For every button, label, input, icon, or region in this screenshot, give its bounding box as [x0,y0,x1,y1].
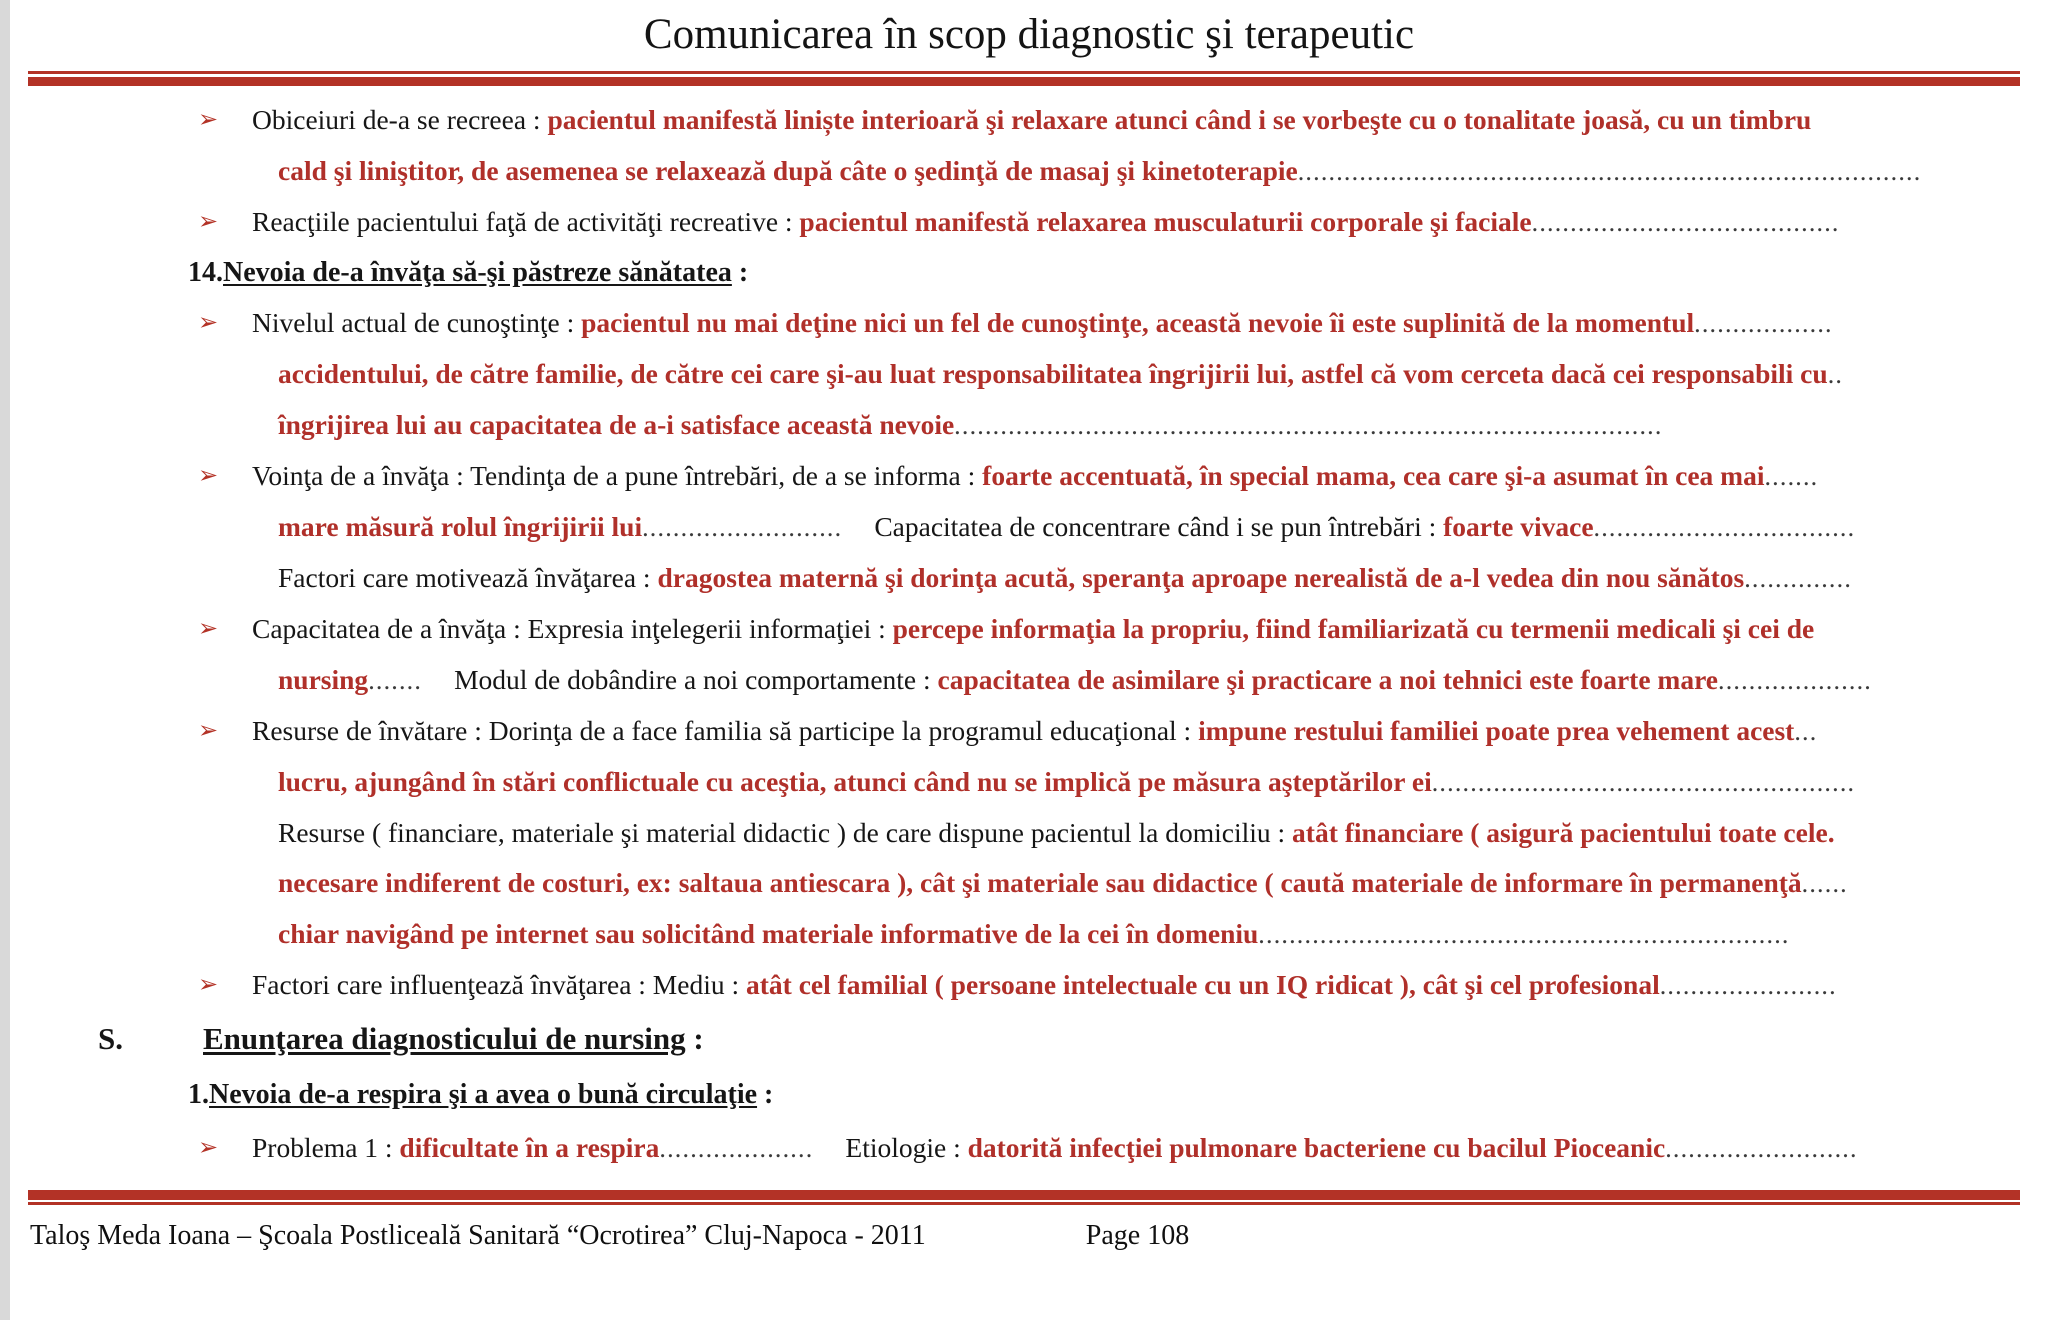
dot-leader: .................... [659,1134,814,1164]
heading-section-s [28,1011,2022,1067]
footer-divider-thick-line [28,1190,2020,1200]
header-divider-thick-line [28,77,2020,86]
footer-content [20,1204,2048,1252]
list-item: ➢ Capacitatea de a învăţa : Expresia inţelegerii informaţiei : percepe informaţia la propriu, fiind familiarizată cu termenii medicali şi cei de [198,613,1815,645]
item-answer: nursing [278,664,369,696]
dot-leader: .................... [1718,666,1872,696]
dot-leader: .............. [1744,564,1853,594]
item-answer-secondary: foarte vivace [1443,511,1594,543]
heading-text: Enunţarea diagnosticului de nursing [203,1021,686,1057]
dot-leader: ............................................................................................ [954,411,1663,441]
list-item-continuation [28,909,2022,960]
list-item-continuation [28,858,2022,909]
list-item: ➢ Nivelul actual de cunoştinţe : pacientul nu mai deţine nici un fel de cunoştinţe, această nevoie îi este suplinită de la momentul.................. [198,307,1833,339]
item-answer: chiar navigând pe internet sau solicitând materiale informative de la cei în domeniu [278,918,1259,950]
item-answer: accidentului, de către familie, de către cei care şi-au luat responsabilitatea îngrijirii lui, astfel că vom cerceta dacă cei responsabili cu [278,358,1828,390]
section-letter: S. [98,1021,123,1057]
heading-text: Nevoia de-a respira şi a avea o bună circulaţie [209,1079,758,1111]
heading-needs-14 [28,248,2022,298]
item-answer: impune restului familiei poate prea vehement acest [1198,715,1795,747]
dot-leader: ....................... [1659,971,1837,1001]
list-item-continuation [28,349,2022,400]
list-item: ➢ Reacţiile pacientului faţă de activităţi recreative : pacientul manifestă relaxarea musculaturii corporale şi faciale........................................ [198,206,1840,238]
item-answer: percepe informaţia la propriu, fiind familiarizată cu termenii medicali şi cei de [892,613,1815,645]
list-item-continuation [28,146,2022,197]
item-answer: îngrijirea lui au capacitatea de a-i satisface această nevoie [278,409,955,441]
list-item: ➢ Problema 1 : dificultate în a respira.................... Etiologie : datorită infecţiei pulmonare bacteriene cu bacilul Pioceanic......................... [198,1132,1858,1164]
page-title: Comunicarea în scop diagnostic şi terapeutic [643,11,1415,58]
item-label: Resurse ( financiare, materiale şi material didactic ) de care dispune pacientul la domiciliu : [278,817,1293,849]
dot-leader: ....... [368,666,423,696]
item-answer: necesare indiferent de costuri, ex: saltaua antiescara ), cât şi materiale sau didactice ( caută materiale de informare în permanenţă [278,867,1802,899]
item-answer: atât financiare ( asigură pacientului toate cele. [1292,817,1835,849]
page-footer [20,1190,2048,1320]
heading-tail: : [731,257,749,289]
item-answer: pacientul manifestă liniște interioară şi relaxare atunci când i se vorbeşte cu o tonalitate joasă, cu un timbru [547,104,1812,136]
list-item: ➢ Voinţa de a învăţa : Tendinţa de a pune întrebări, de a se informa : foarte accentuată, în special mama, cea care şi-a asumat în cea mai....... [198,460,1819,492]
dot-leader: ... [1794,717,1818,747]
heading-number: 14. [188,257,223,289]
footer-divider [28,1190,2020,1204]
dot-leader: .......................... [642,513,843,543]
dot-leader: .. [1827,360,1844,390]
item-label: Factori care influenţează învăţarea : Mediu : [252,969,746,1001]
footer-divider-thin-line [28,1202,2020,1205]
list-item-continuation [28,757,2022,808]
item-answer: mare măsură rolul îngrijirii lui [278,511,643,543]
item-label: Reacţiile pacientului faţă de activităţi recreative : [252,206,800,238]
item-answer-secondary: capacitatea de asimilare şi practicare a noi tehnici este foarte mare [937,664,1718,696]
list-item: ➢ Factori care influenţează învăţarea : Mediu : atât cel familial ( persoane intelectuale cu un IQ ridicat ), cât şi cel profesional....................... [198,969,1837,1001]
heading-tail: : [685,1021,704,1057]
document-body [10,85,2048,1174]
dot-leader: ....................................................... [1431,768,1856,798]
item-label-secondary: Modul de dobândire a noi comportamente : [454,664,938,696]
item-label: Problema 1 : [252,1132,400,1164]
dot-leader: ................................................................................. [1297,157,1922,187]
item-answer: atât cel familial ( persoane intelectuale cu un IQ ridicat ), cât şi cel profesional [746,969,1660,1001]
item-label: Obiceiuri de-a se recreea : [252,104,548,136]
footer-author: Taloş Meda Ioana – Şcoala Postliceală Sanitară “Ocrotirea” Cluj-Napoca - 2011 [30,1220,926,1251]
dot-leader: ...... [1801,869,1848,899]
footer-page-number: Page 108 [1085,1220,1190,1251]
dot-leader: .................. [1694,309,1833,339]
item-answer: dificultate în a respira [399,1132,660,1164]
item-label-secondary: Etiologie : [845,1132,968,1164]
dot-leader: ..................................................................... [1258,920,1790,950]
heading-number: 1. [188,1079,209,1111]
list-item-continuation [28,553,2022,604]
dot-leader: ........................................ [1531,208,1840,238]
item-label: Capacitatea de a învăţa : Expresia inţelegerii informaţiei : [252,613,893,645]
item-answer: lucru, ajungând în stări conflictuale cu aceştia, atunci când nu se implică pe măsura aşteptărilor ei [278,766,1432,798]
header-divider [28,71,2020,85]
dot-leader: ......................... [1665,1134,1858,1164]
heading-text: Nevoia de-a învăţa să-şi păstreze sănătatea [223,257,732,289]
list-item: ➢ Resurse de învătare : Dorinţa de a face familia să participe la programul educaţional : impune restului familiei poate prea vehement acest... [198,715,1818,747]
list-item-continuation [28,400,2022,451]
header-divider-thin-line [28,71,2020,74]
item-label: Nivelul actual de cunoştinţe : [252,307,582,339]
item-answer: foarte accentuată, în special mama, cea care şi-a asumat în cea mai [982,460,1765,492]
list-item-continuation [28,655,2022,706]
list-item: ➢ Obiceiuri de-a se recreea : pacientul manifestă liniște interioară şi relaxare atunci când i se vorbeşte cu o tonalitate joasă, cu un timbru [198,104,1812,136]
dot-leader: .................................. [1593,513,1856,543]
item-label-secondary: Capacitatea de concentrare când i se pun întrebări : [874,511,1444,543]
item-label: Factori care motivează învăţarea : [278,562,658,594]
heading-tail: : [757,1079,774,1111]
item-answer: dragostea maternă şi dorinţa acută, speranţa aproape nerealistă de a-l vedea din nou sănătos [657,562,1745,594]
list-item-continuation [28,808,2022,858]
item-label: Resurse de învătare : Dorinţa de a face familia să participe la programul educaţional : [252,715,1199,747]
dot-leader: ....... [1764,462,1819,492]
list-item-continuation [28,502,2022,553]
item-answer: pacientul manifestă relaxarea musculaturii corporale şi faciale [799,206,1532,238]
item-answer: cald şi liniştitor, de asemenea se relaxează după câte o şedinţă de masaj şi kinetoterapie [278,155,1298,187]
item-label: Voinţa de a învăţa : Tendinţa de a pune întrebări, de a se informa : [252,460,983,492]
item-answer-secondary: datorită infecţiei pulmonare bacteriene cu bacilul Pioceanic [967,1132,1666,1164]
item-answer: pacientul nu mai deţine nici un fel de cunoştinţe, această nevoie îi este suplinită de la momentul [581,307,1695,339]
heading-needs-1 [28,1067,2022,1123]
